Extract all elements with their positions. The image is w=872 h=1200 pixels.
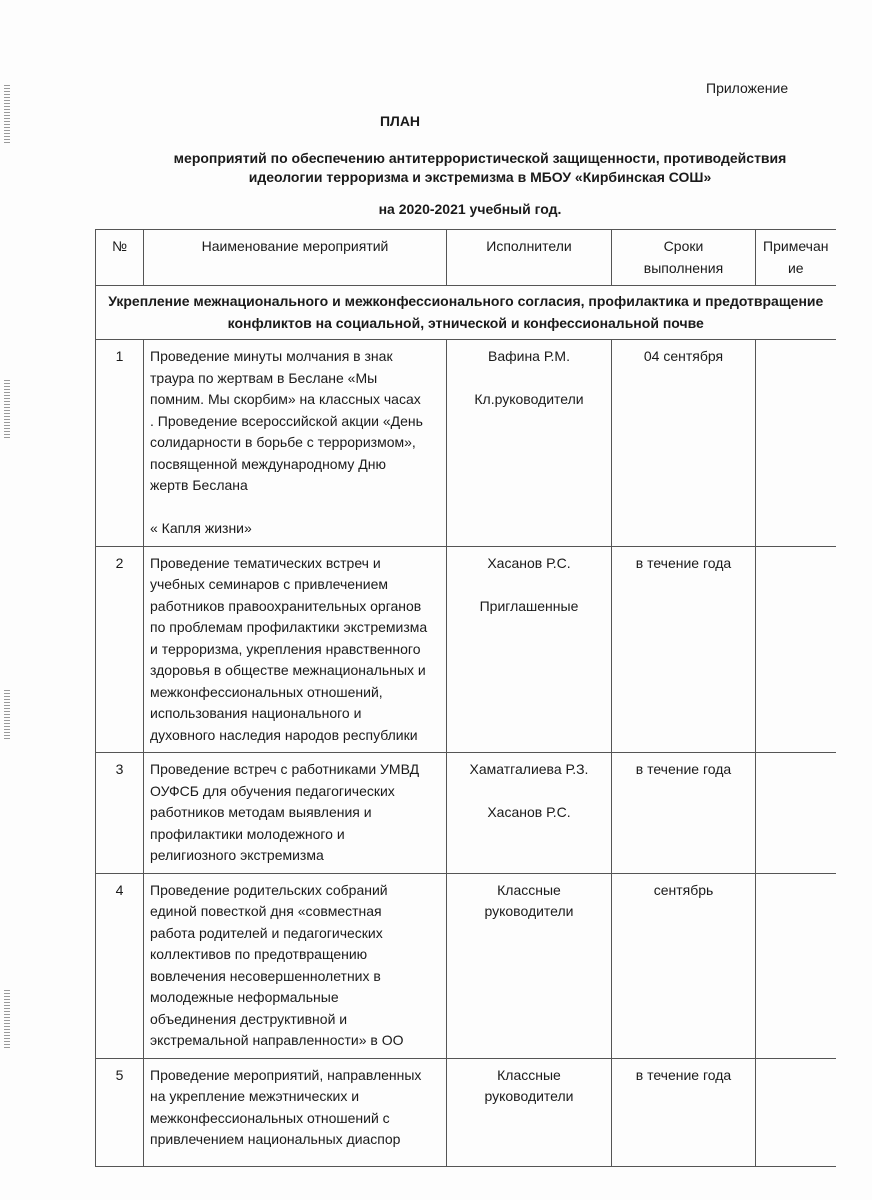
row-event-name: Проведение встреч с работниками УМВД ОУФСБ для обучения педагогических работников методам выявления и профилактики молодежного и религиозного экстремизма [144, 753, 447, 874]
header-term: Сроки выполнения [612, 230, 756, 286]
row-term: сентябрь [612, 873, 756, 1058]
document-subtitle: мероприятий по обеспечению антитеррористической защищенности, противодействия [173, 150, 787, 166]
row-number: 4 [96, 873, 144, 1058]
row-number: 5 [96, 1058, 144, 1166]
events-plan-table [95, 229, 836, 1167]
header-event-name: Наименование мероприятий [144, 230, 447, 286]
scan-artifact [4, 990, 10, 1050]
row-term: 04 сентября [612, 340, 756, 547]
row-note [756, 753, 836, 874]
table-header-row [96, 230, 836, 286]
row-term: в течение года [612, 1058, 756, 1166]
row-note [756, 546, 836, 753]
section-heading: Укрепление межнационального и межконфессионального согласия, профилактика и предотвращение конфликтов на социальной, этнической и конфессиональной почве [96, 286, 836, 340]
row-note [756, 873, 836, 1058]
row-term: в течение года [612, 546, 756, 753]
table-row [96, 753, 836, 874]
header-note: Примечан ие [756, 230, 836, 286]
row-executors: Хаматгалиева Р.З. Хасанов Р.С. [447, 753, 612, 874]
row-number: 3 [96, 753, 144, 874]
row-number: 1 [96, 340, 144, 547]
scan-artifact [4, 380, 10, 440]
appendix-label: Приложение [706, 80, 789, 96]
table-row [96, 873, 836, 1058]
header-executors: Исполнители [447, 230, 612, 286]
document-subtitle: идеологии терроризма и экстремизма в МБОУ «Кирбинская СОШ» [248, 169, 712, 185]
row-note [756, 1058, 836, 1166]
row-event-name: Проведение родительских собраний единой повесткой дня «совместная работа родителей и педагогических коллективов по предотвращению вовлечения несовершеннолетних в молодежные неформальные объединения деструктивной и экстремальной направленности» в ОО [144, 873, 447, 1058]
row-number: 2 [96, 546, 144, 753]
row-executors: Хасанов Р.С. Приглашенные [447, 546, 612, 753]
row-term: в течение года [612, 753, 756, 874]
row-executors: Классные руководители [447, 873, 612, 1058]
table-row [96, 546, 836, 753]
row-event-name: Проведение тематических встреч и учебных семинаров с привлечением работников правоохранительных органов по проблемам профилактики экстремизма и терроризма, укрепления нравственного здоровья в обществе межнациональных и межконфессиональных отношений, использования национального и духовного наследия народов республики [144, 546, 447, 753]
row-note [756, 340, 836, 547]
table-row [96, 1058, 836, 1166]
header-number: № [96, 230, 144, 286]
row-executors: Вафина Р.М. Кл.руководители [447, 340, 612, 547]
row-event-name: Проведение мероприятий, направленных на укрепление межэтнических и межконфессиональных отношений с привлечением национальных диаспор [144, 1058, 447, 1166]
scan-artifact [4, 690, 10, 740]
table-row [96, 340, 836, 547]
document-title: ПЛАН [379, 113, 421, 129]
section-row [96, 286, 836, 340]
academic-year: на 2020-2021 учебный год. [378, 201, 562, 217]
row-executors: Классные руководители [447, 1058, 612, 1166]
row-event-name: Проведение минуты молчания в знак траура по жертвам в Беслане «Мы помним. Мы скорбим» на классных часах . Проведение всероссийской акции «День солидарности в борьбе с терроризмом», посвященной международному Дню жертв Беслана « Капля жизни» [144, 340, 447, 547]
